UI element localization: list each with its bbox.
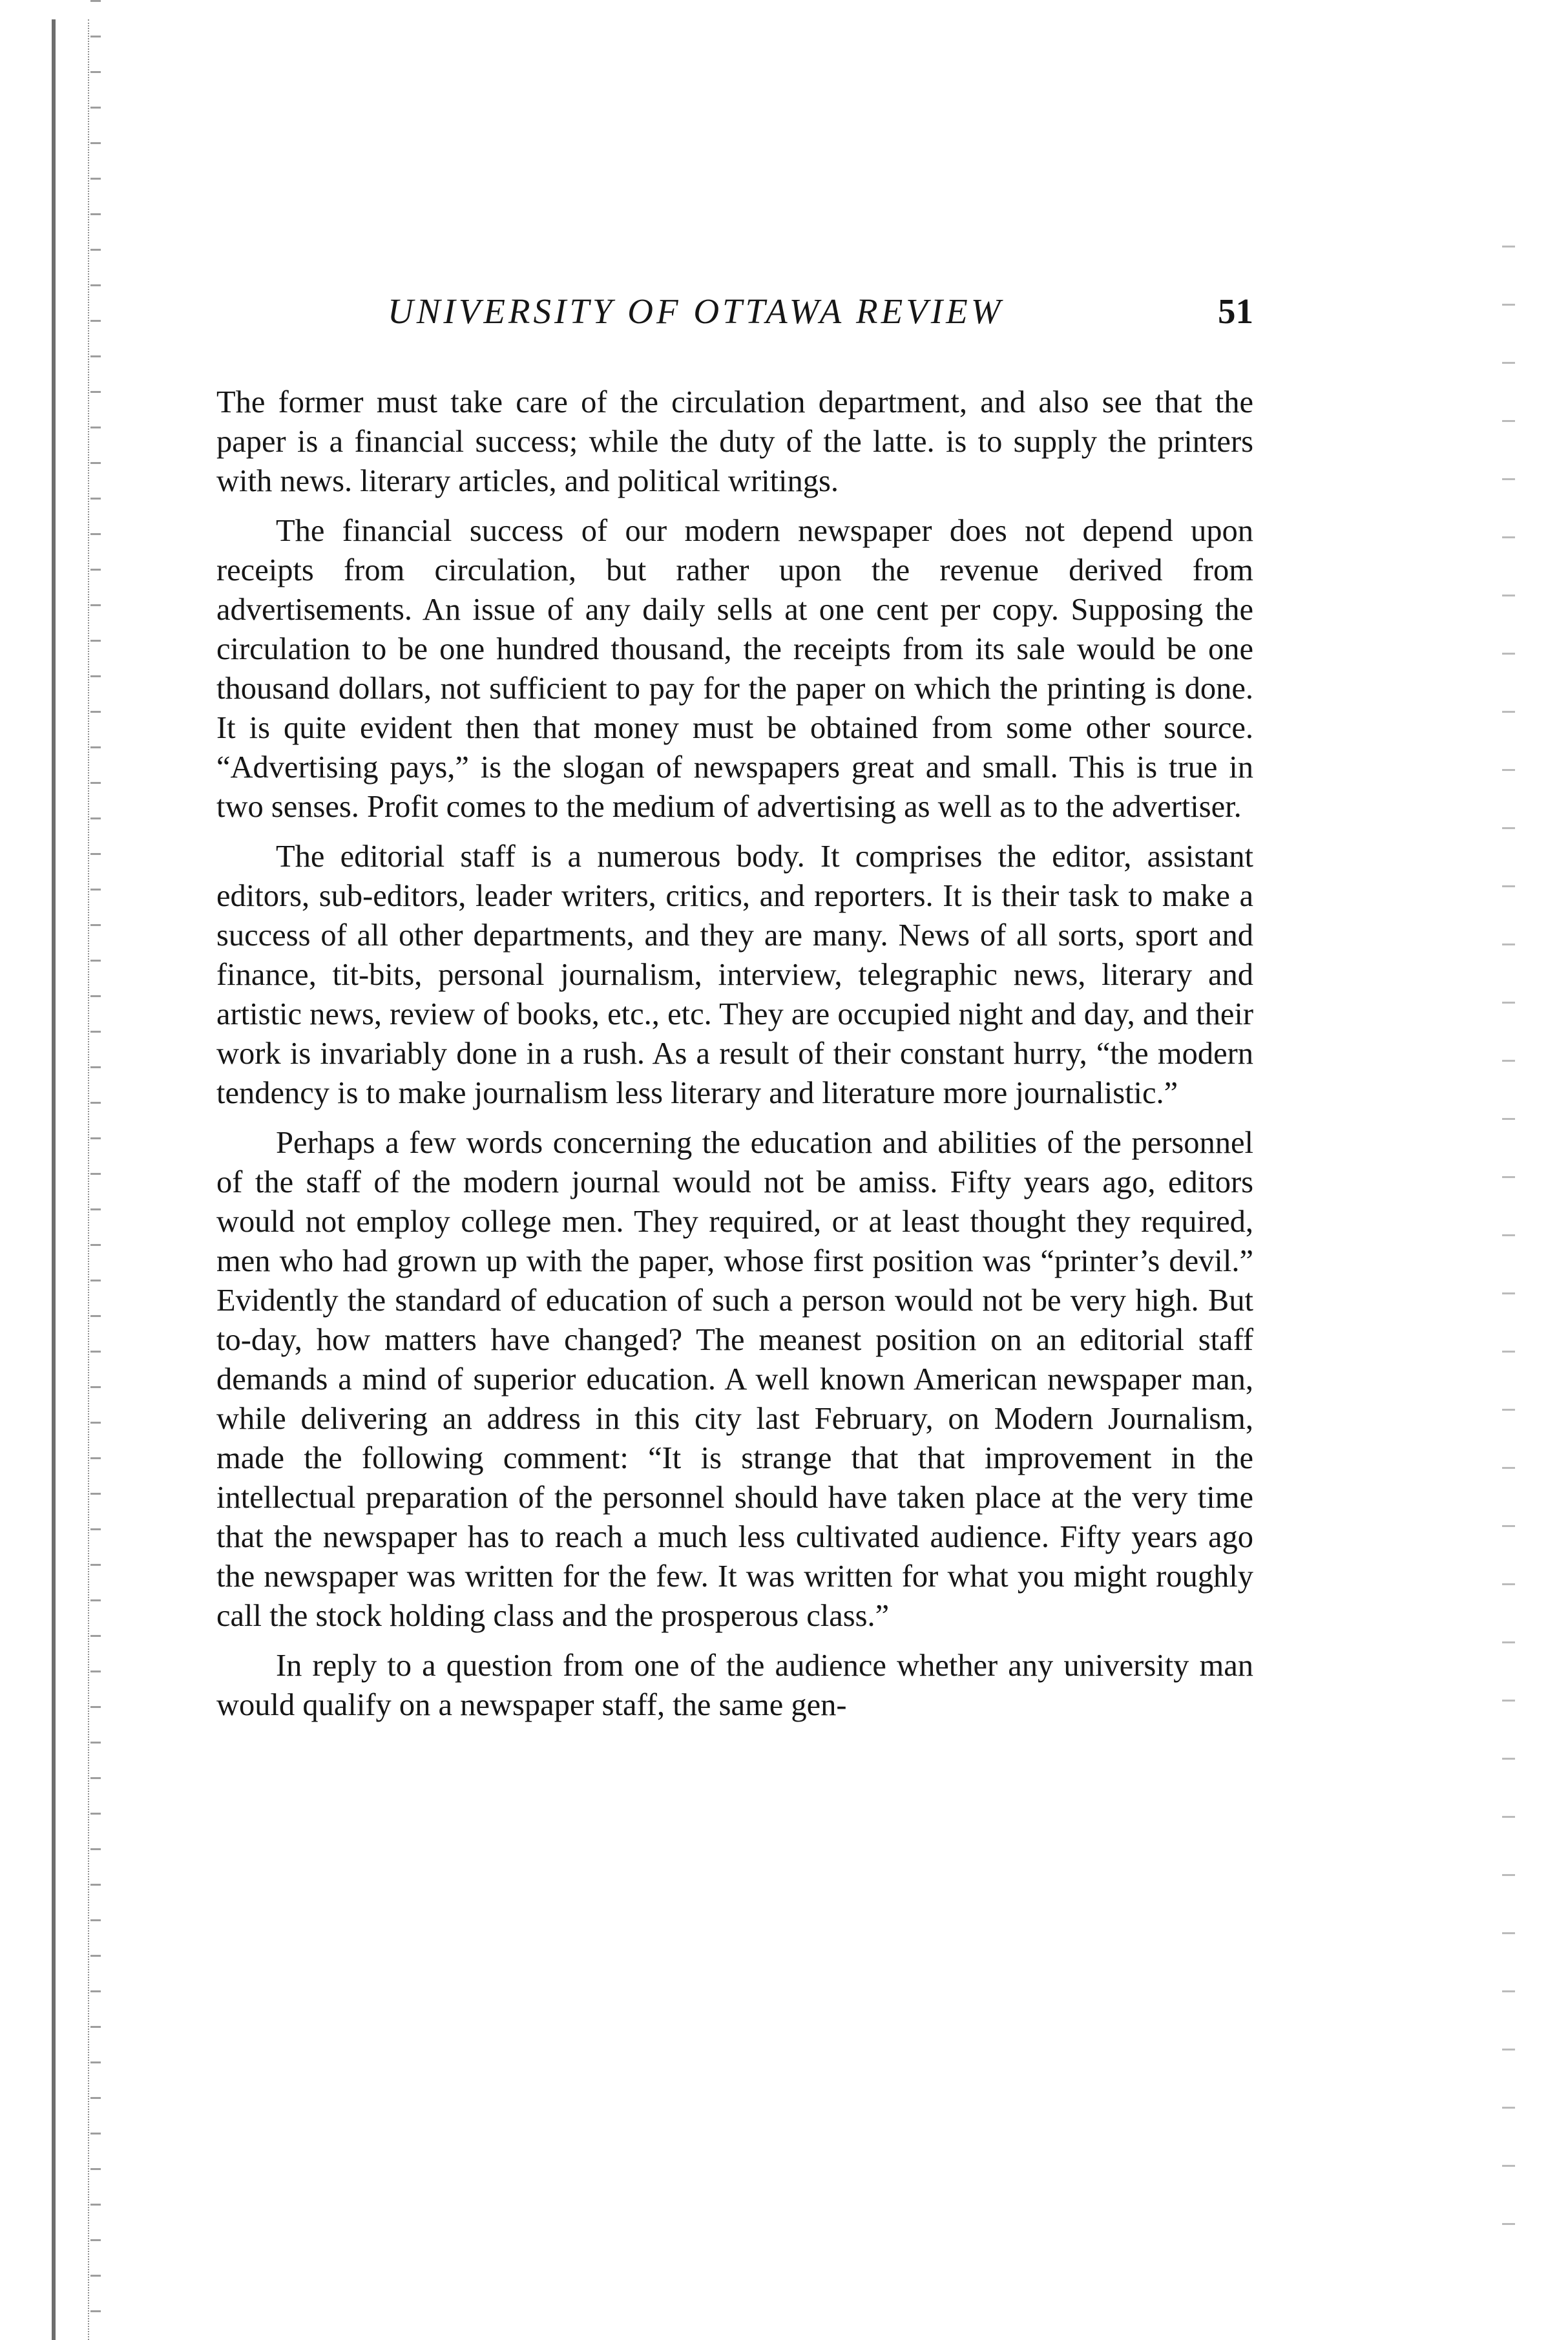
page-header — [388, 291, 1253, 343]
margin-marks — [1502, 246, 1515, 2281]
binding-edge — [52, 19, 89, 2340]
binding-marks — [90, 0, 101, 2340]
page-number: 51 — [1218, 291, 1253, 331]
paragraph: Perhaps a few words concerning the education and abilities of the personnel of the staff of the modern journal would not be amiss. Fifty years ago, editors would not employ college men. They required, or at least thought they required, men who had grown up with the paper, whose first position was “printer’s devil.” Evidently the standard of education of such a person would not be very high. But to-day, how matters have changed? The meanest position on an editorial staff demands a mind of superior education. A well known American newspaper man, while delivering an address in this city last February, on Modern Journalism, made the following comment: “It is strange that that improvement in the intellectual preparation of the personnel should have taken place at the very time that the newspaper has to reach a much less cultivated audience. Fifty years ago the newspaper was written for the few. It was written for what you might roughly call the stock holding class and the prosperous class.” — [216, 1126, 1253, 1633]
paragraph: The former must take care of the circulation department, and also see that the paper is a financial success; while the duty of the latte. is to supply the printers with news. literary articles, and political writings. — [216, 385, 1253, 498]
paragraph: The financial success of our modern newspaper does not depend upon receipts from circulation, but rather upon the revenue derived from advertisements. An issue of any daily sells at one cent per copy. Supposing the circulation to be one hundred thousand, the receipts from its sale would be one thousand dollars, not sufficient to pay for the paper on which the printing is done. It is quite evident then that money must be obtained from some other source. “Advertising pays,” is the slogan of newspapers great and small. This is true in two senses. Profit comes to the medium of advertising as well as to the advertiser. — [216, 514, 1253, 824]
paragraph: In reply to a question from one of the audience whether any university man would qualify on a newspaper staff, the same gen- — [216, 1649, 1253, 1722]
running-title: UNIVERSITY OF OTTAWA REVIEW — [388, 291, 1004, 331]
paragraph: The editorial staff is a numerous body. It comprises the editor, assistant editors, sub-editors, leader writers, critics, and reporters. It is their task to make a success of all other departments, and they are many. News of all sorts, sport and finance, tit-bits, personal journalism, interview, telegraphic news, literary and artistic news, review of books, etc., etc. They are occupied night and day, and their work is invariably done in a rush. As a result of their constant hurry, “the modern tendency is to make journalism less literary and literature more journalistic.” — [216, 839, 1253, 1110]
body-text — [216, 383, 1253, 1735]
